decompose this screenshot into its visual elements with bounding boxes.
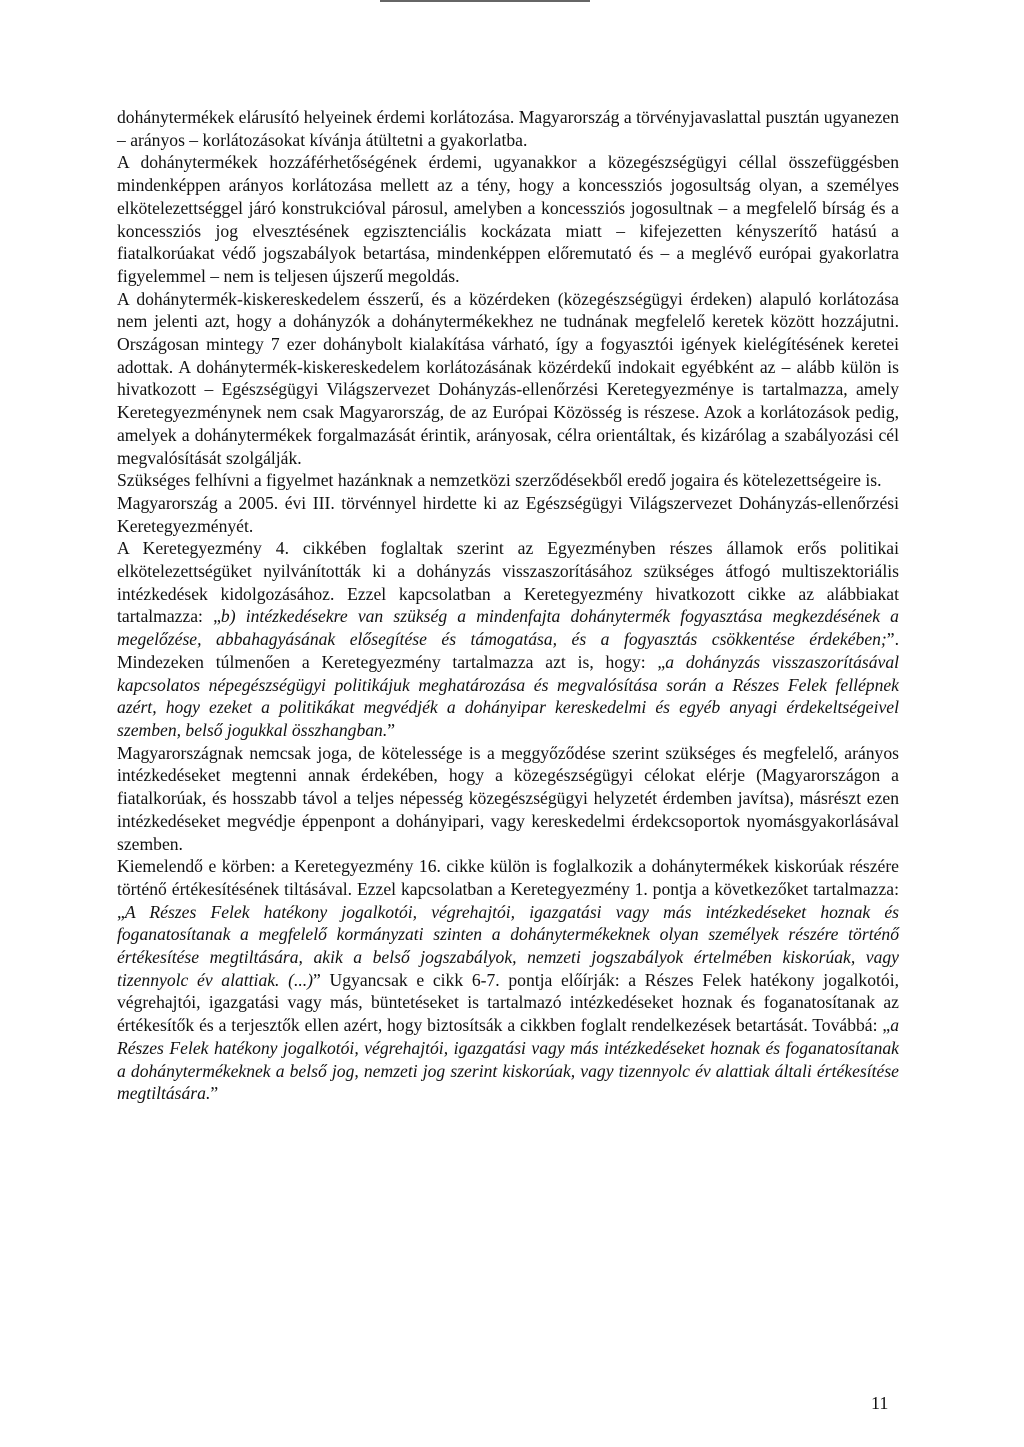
paragraph-6-text-2: ”. Mindezeken túlmenően a Keretegyezmény tartalmazza azt is, hogy: „ xyxy=(117,629,899,672)
paragraph-4: Szükséges felhívni a figyelmet hazánknak a nemzetközi szerződésekből eredő jogaira és kötelezettségeire is. xyxy=(117,470,882,491)
paragraph-2: A dohánytermékek hozzáférhetőségének érdemi, ugyanakkor a közegészségügyi céllal összefüggésben mindenképpen arányos korlátozása mellett az a tény, hogy a koncessziós jogosultság olyan, a személyes elkötelezettséggel járó konstrukcióval párosul, amelyben a koncessziós jogosultnak – a megfelelő bírság és a koncessziós jog elvesztésének egzisztenciális kockázata miatt – kifejezetten kényszerítő hatású a fiatalkorúakat védő jogszabályok betartása, mindenképpen előremutató és – a meglévő európai gyakorlatra figyelemmel – nem is teljesen újszerű megoldás. xyxy=(117,152,899,286)
paragraph-6-quote-1: b) intézkedésekre van szükség a mindenfajta dohánytermék fogyasztása megkezdésének a megelőzése, abbahagyásának elősegítése és támogatása, és a fogyasztás csökkentése érdekében; xyxy=(117,606,899,650)
paragraph-5: Magyarország a 2005. évi III. törvénnyel hirdette ki az Egészségügyi Világszervezet Dohányzás-ellenőrzési Keretegyezményét. xyxy=(117,492,899,536)
paragraph-7: Magyarországnak nemcsak joga, de kötelessége is a meggyőződése szerint szükséges és megfelelő, arányos intézkedéseket megtenni annak érdekében, hogy a közegészségügyi célokat elérje (Magyarországon a fiatalkorúak, és hosszabb távol a teljes népesség közegészségügyi helyzetét érdemben javítsa), másrészt ezen intézkedéseket megvédje éppenpont a dohányipari, vagy kereskedelmi érdekcsoportok nyomásgyakorlásával szemben. xyxy=(117,742,899,854)
paragraph-8-text-3: ” xyxy=(210,1083,219,1104)
document-body xyxy=(117,106,899,1105)
paragraph-6-text-3: ” xyxy=(387,719,396,740)
paragraph-8-quote-1: A Részes Felek hatékony jogalkotói, végrehajtói, igazgatási vagy más intézkedéseket hoznak és foganatosítanak a megfelelő kormányzati szinten a dohánytermékeknek olyan személyek részére történő értékesítése megtiltására, akik a belső jogszabályok, nemzeti jogszabályok értelmében kiskorúak, vagy tizennyolc év alattiak. (...) xyxy=(117,901,899,990)
paragraph-8-text-1: Kiemelendő e körben: a Keretegyezmény 16. cikke külön is foglalkozik a dohánytermékek kiskorúak részére történő értékesítésének tiltásával. Ezzel kapcsolatban a Keretegyezmény 1. pontja a következőket tartalmazza: „ xyxy=(117,856,899,922)
paragraph-6-text-1: A Keretegyezmény 4. cikkében foglaltak szerint az Egyezményben részes államok erős politikai elkötelezettségüket nyilvánították ki a dohányzás visszaszorításához szükséges átfogó multiszektoriális intézkedések kidolgozásához. Ezzel kapcsolatban a Keretegyezmény hivatkozott cikke az alábbiakat tartalmazza: „ xyxy=(117,538,899,627)
paragraph-8 xyxy=(117,855,899,1105)
paragraph-6 xyxy=(117,537,899,741)
top-rule xyxy=(380,0,590,2)
paragraph-8-text-2: ” Ugyancsak e cikk 6-7. pontja előírják: a Részes Felek hatékony jogalkotói, végrehajtói, igazgatási vagy más, büntetéseket is tartalmazó intézkedéseket hoznak és foganatosítanak az értékesítők és a terjesztők ellen azért, hogy biztosítsák a cikkben foglalt rendelkezések betartását. Továbbá: „ xyxy=(117,969,899,1036)
paragraph-6-quote-2: a dohányzás visszaszorításával kapcsolatos népegészségügyi politikájuk meghatározása és megvalósítása során a Részes Felek fellépnek azért, hogy ezeket a politikákat megvédjék a dohányipar kereskedelmi és egyéb anyagi érdekeltségeivel szemben, belső jogukkal összhangban. xyxy=(117,651,900,740)
paragraph-1: dohánytermékek elárusító helyeinek érdemi korlátozása. Magyarország a törvényjavaslattal pusztán ugyanezen – arányos – korlátozásokat kívánja átültetni a gyakorlatba. xyxy=(117,107,899,150)
paragraph-3: A dohánytermék-kiskereskedelem ésszerű, és a közérdeken (közegészségügyi érdeken) alapuló korlátozása nem jelenti azt, hogy a dohányzók a dohánytermékekhez ne tudnának megfelelő keretek között hozzájutni. Országosan mintegy 7 ezer dohánybolt kialakítása várható, így a fogyasztói igények kielégítésének keretei adottak. A dohánytermék-kiskereskedelem korlátozásának közérdekű indokait egyébként az – alább külön is hivatkozott – Egészségügyi Világszervezet Dohányzás-ellenőrzési Keretegyezménye is tartalmazza, amely Keretegyezménynek nem csak Magyarország, de az Európai Közösség is részese. Azok a korlátozások pedig, amelyek a dohánytermékek forgalmazását érintik, arányosak, célra orientáltak, és kizárólag a szabályozási cél megvalósítását szolgálják. xyxy=(117,288,899,468)
paragraph-8-quote-2: a Részes Felek hatékony jogalkotói, végrehajtói, igazgatási vagy más intézkedéseket hoznak és foganatosítanak a dohánytermékeknek a belső jog, nemzeti jog szerint kiskorúak, vagy tizennyolc év alattiak általi értékesítése megtiltására. xyxy=(117,1015,899,1104)
page-number: 11 xyxy=(871,1393,889,1413)
